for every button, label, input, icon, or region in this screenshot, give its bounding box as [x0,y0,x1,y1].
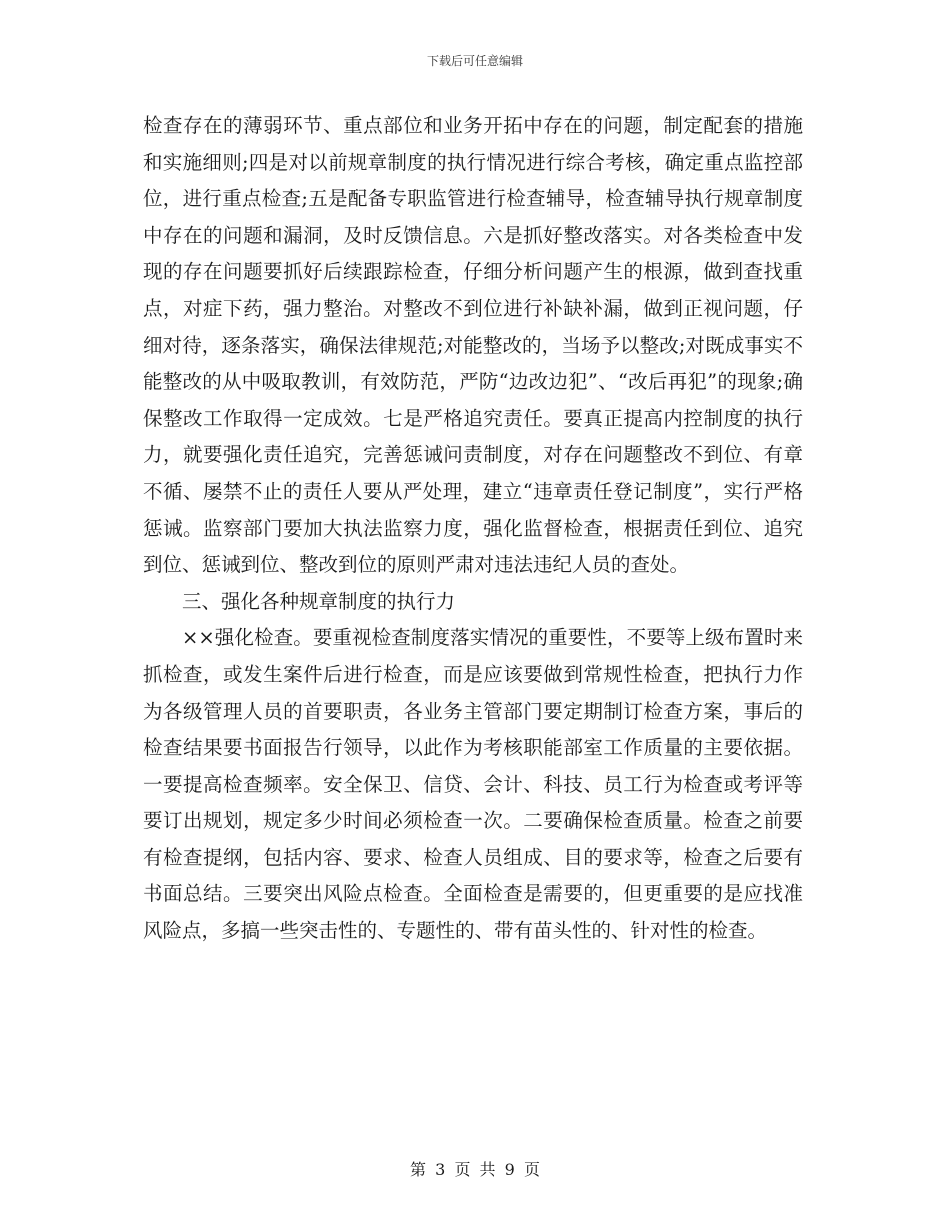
main-paragraph: ××强化检查。要重视检查制度落实情况的重要性，不要等上级布置时来抓检查，或发生案件后进行检查，而是应该要做到常规性检查，把执行力作为各级管理人员的首要职责，各业务主管部门要定期制订检查方案，事后的检查结果要书面报告行领导，以此作为考核职能部室工作质量的主要依据。一要提高检查频率。安全保卫、信贷、会计、科技、员工行为检查或考评等要订出规划，规定多少时间必须检查一次。二要确保检查质量。检查之前要有检查提纲，包括内容、要求、检查人员组成、目的要求等，检查之后要有书面总结。三要突出风险点检查。全面检查是需要的，但更重要的是应找准风险点，多搞一些突击性的、专题性的、带有苗头性的、针对性的检查。 [143,626,803,943]
continued-paragraph: 检查存在的薄弱环节、重点部位和业务开拓中存在的问题，制定配套的措施和实施细则;四是对以前规章制度的执行情况进行综合考核，确定重点监控部位，进行重点检查;五是配备专职监管进行检查辅导，检查辅导执行规章制度中存在的问题和漏洞，及时反馈信息。六是抓好整改落实。对各类检查中发现的存在问题要抓好后续跟踪检查，仔细分析问题产生的根源，做到查找重点，对症下药，强力整治。对整改不到位进行补缺补漏，做到正视问题，仔细对待，逐条落实，确保法律规范;对能整改的，当场予以整改;对既成事实不能整改的从中吸取教训，有效防范，严防“边改边犯”、“改后再犯”的现象;确保整改工作取得一定成效。七是严格追究责任。要真正提高内控制度的执行力，就要强化责任追究，完善惩诫问责制度，对存在问题整改不到位、有章不循、屡禁不止的责任人要从严处理，建立“违章责任登记制度”，实行严格惩诫。监察部门要加大执法监察力度，强化监督检查，根据责任到位、追究到位、惩诫到位、整改到位的原则严肃对违法违纪人员的查处。 [143,114,803,577]
footer-total-word: 共 [479,1160,496,1179]
page-footer [0,1157,950,1180]
footer-total-pages: 9 [504,1160,515,1179]
document-body [143,108,803,950]
footer-prefix: 第 [410,1160,427,1179]
section-heading: 三、强化各种规章制度的执行力 [182,589,456,613]
footer-current-page: 3 [435,1160,446,1179]
footer-suffix: 页 [523,1160,540,1179]
page-header-note: 下载后可任意编辑 [426,54,523,68]
footer-page-word: 页 [454,1160,471,1179]
